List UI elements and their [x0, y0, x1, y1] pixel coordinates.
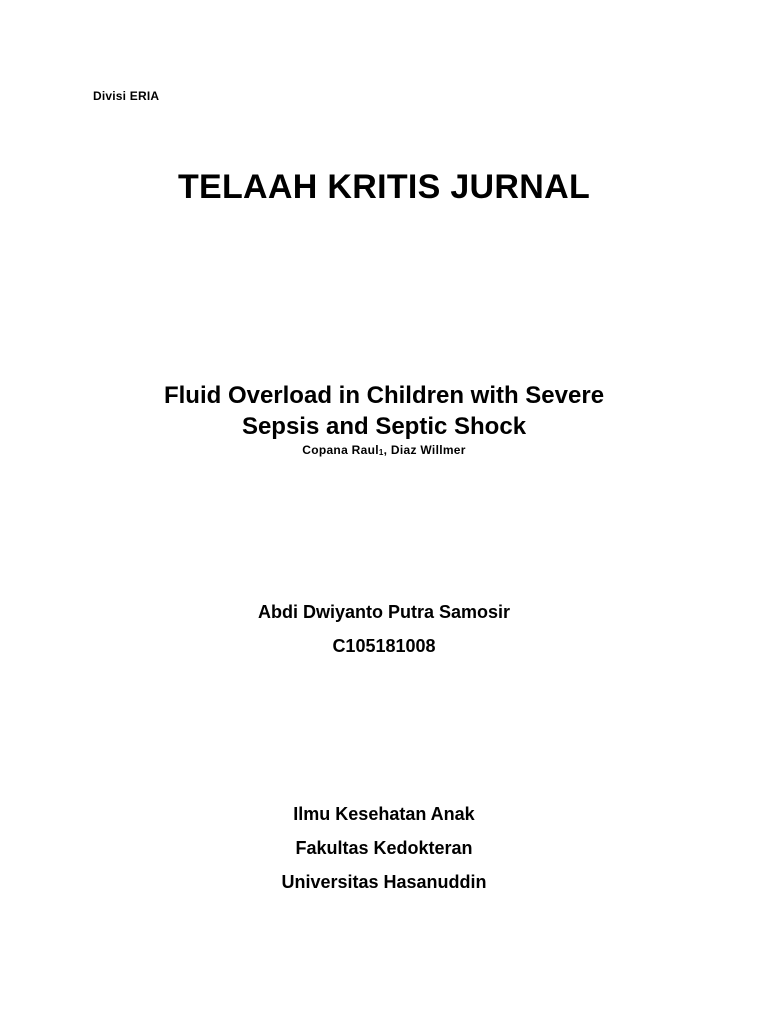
journal-title [0, 380, 768, 442]
author-1-name: Copana Raul [302, 443, 379, 457]
division-label: Divisi ERIA [93, 89, 160, 103]
department-name: Ilmu Kesehatan Anak [293, 804, 475, 824]
university-name: Universitas Hasanuddin [281, 872, 487, 892]
author-1-affiliation-number: 1 [378, 448, 384, 457]
student-name: Abdi Dwiyanto Putra Samosir [257, 602, 511, 622]
journal-title-line-2: Sepsis and Septic Shock [241, 413, 527, 440]
journal-title-line-1: Fluid Overload in Children with Severe [163, 382, 605, 409]
student-id: C105181008 [332, 636, 436, 656]
author-rest: , Diaz Willmer [383, 443, 466, 457]
journal-authors [0, 443, 768, 457]
document-title: TELAAH KRITIS JURNAL [177, 168, 591, 206]
faculty-name: Fakultas Kedokteran [295, 838, 473, 858]
